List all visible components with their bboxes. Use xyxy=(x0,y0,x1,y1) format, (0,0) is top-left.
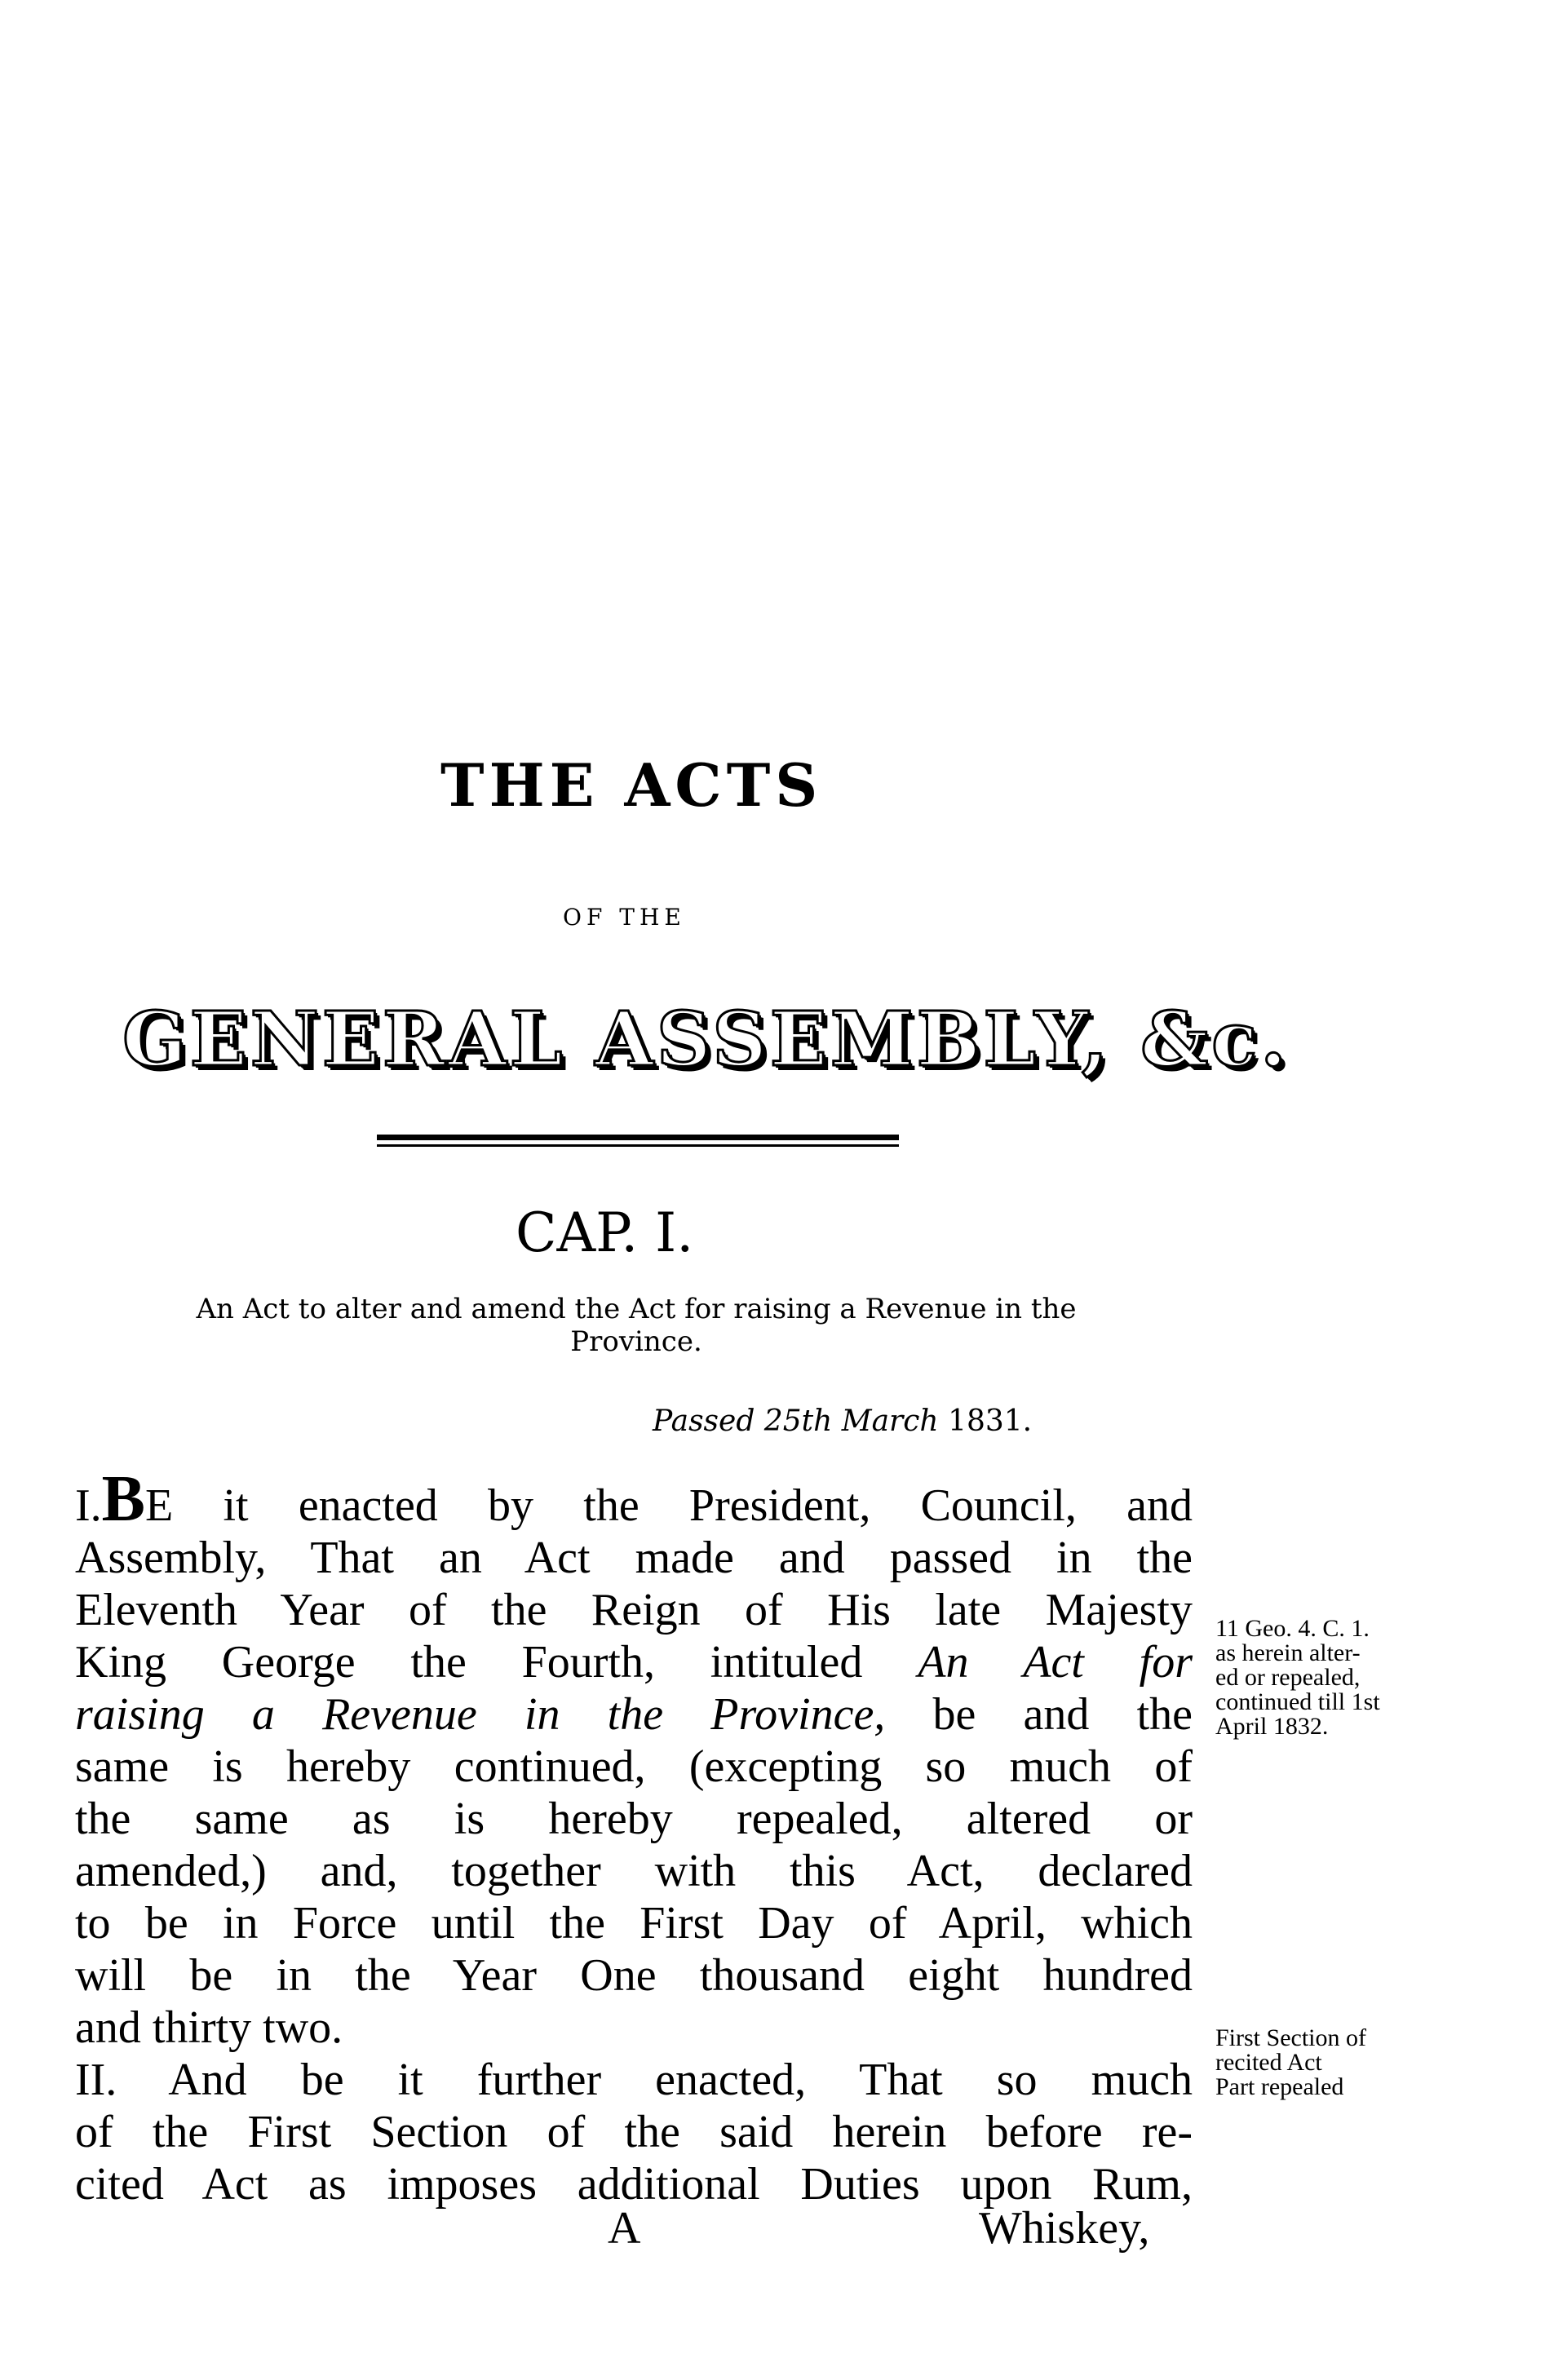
margin-note-line: First Section of xyxy=(1215,2024,1366,2051)
body-line xyxy=(75,1636,1193,1688)
page-title: THE ACTS xyxy=(440,750,823,820)
body-line: Eleventh Year of the Reign of His late Majesty xyxy=(75,1585,1193,1635)
margin-note-line: continued till 1st xyxy=(1215,1688,1380,1715)
act-title-italic: An Act for xyxy=(918,1637,1193,1688)
margin-note-line: 11 Geo. 4. C. 1. xyxy=(1215,1615,1370,1642)
body-line: to be in Force until the First Day of April, which xyxy=(75,1898,1193,1949)
passed-date xyxy=(653,1405,1142,1438)
act-subtitle xyxy=(65,1293,1207,1358)
passed-year: 1831. xyxy=(948,1405,1033,1438)
section-number: I. xyxy=(75,1480,102,1531)
margin-note-line: as herein alter- xyxy=(1215,1639,1361,1666)
margin-note-1 xyxy=(1215,1617,1485,1739)
body-line-text: be and the xyxy=(885,1689,1193,1740)
margin-note-line: recited Act xyxy=(1215,2049,1322,2076)
double-rule-top xyxy=(377,1135,899,1140)
catchword: Whiskey, xyxy=(979,2203,1150,2254)
margin-note-line: April 1832. xyxy=(1215,1713,1329,1740)
body-line xyxy=(75,1688,1193,1741)
subtitle-line-1: An Act to alter and amend the Act for raising a Revenue in the xyxy=(196,1293,1077,1325)
body-line-text: E it enacted by the President, Council, and xyxy=(145,1480,1193,1531)
double-rule-bottom xyxy=(377,1144,899,1147)
margin-note-line: Part repealed xyxy=(1215,2073,1344,2100)
general-assembly-heading: GENERAL ASSEMBLY, &c. xyxy=(122,995,1290,1083)
catchword-signature: A xyxy=(608,2203,641,2254)
body-line-text: King George the Fourth, intituled xyxy=(75,1637,918,1688)
of-the-heading: OF THE xyxy=(563,904,686,931)
body-line: II. And be it further enacted, That so much xyxy=(75,2055,1193,2105)
body-line: cited Act as imposes additional Duties upon Rum, xyxy=(75,2159,1193,2210)
subtitle-line-2: Province. xyxy=(570,1325,702,1358)
passed-label: Passed 25th March xyxy=(653,1405,939,1438)
body-line: amended,) and, together with this Act, declared xyxy=(75,1846,1193,1896)
body-line: of the First Section of the said herein before re- xyxy=(75,2107,1193,2157)
body-line: same is hereby continued, (excepting so much of xyxy=(75,1741,1193,1792)
body-line: the same as is hereby repealed, altered or xyxy=(75,1794,1193,1844)
body-line: will be in the Year One thousand eight hundred xyxy=(75,1950,1193,2001)
body-line: and thirty two. xyxy=(75,2002,343,2053)
margin-note-line: ed or repealed, xyxy=(1215,1664,1361,1691)
body-line xyxy=(75,1463,1193,1535)
drop-cap: B xyxy=(101,1463,146,1535)
chapter-number: CAP. I. xyxy=(516,1201,694,1264)
body-line: Assembly, That an Act made and passed in the xyxy=(75,1533,1193,1583)
act-body-text xyxy=(75,1463,1193,2210)
margin-note-2 xyxy=(1215,2026,1485,2099)
act-title-italic: raising a Revenue in the Province, xyxy=(75,1689,886,1740)
